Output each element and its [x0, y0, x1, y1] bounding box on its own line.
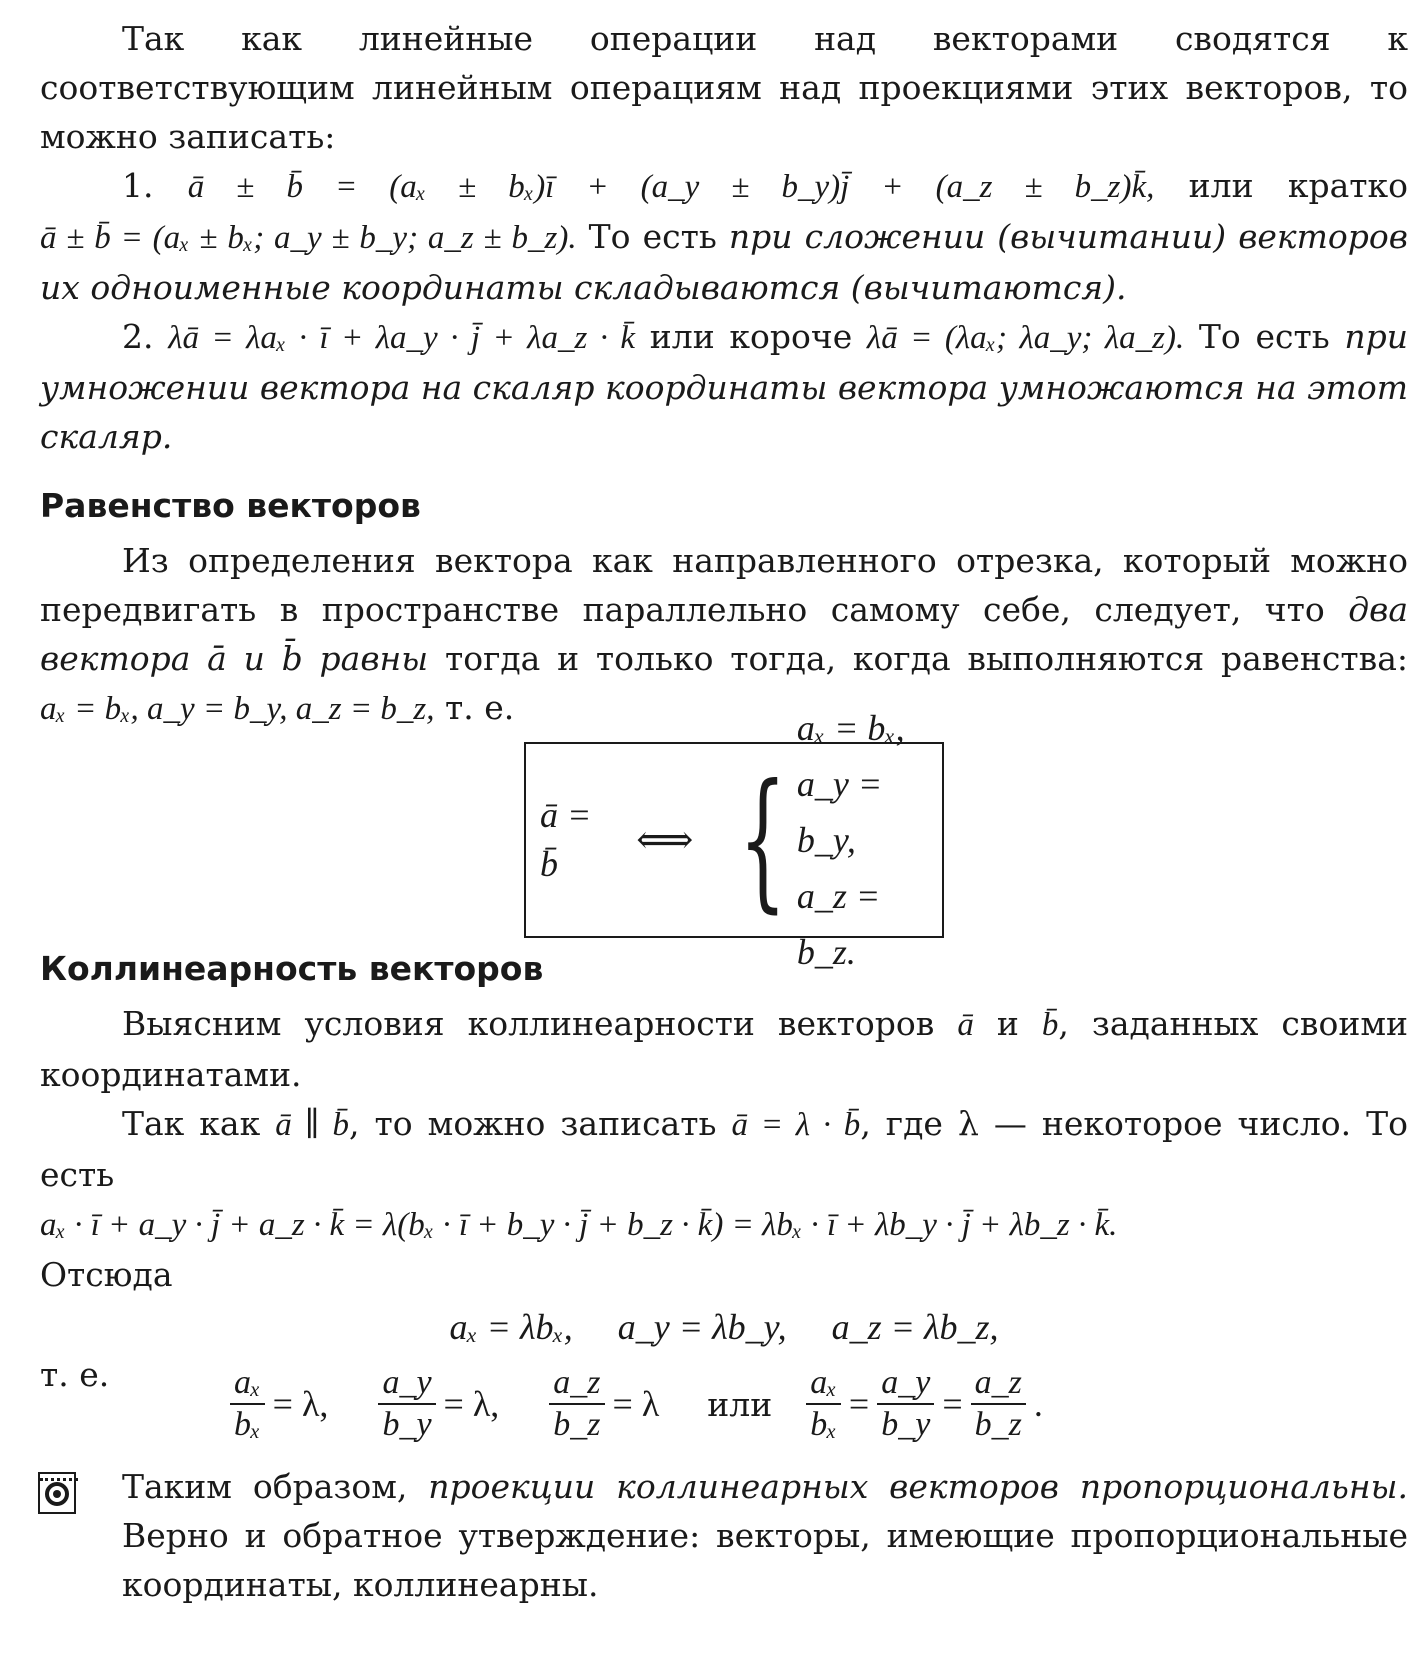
item-2-tail: То есть [1184, 317, 1345, 356]
component-eq-z: a_z = λb_z, [831, 1307, 999, 1347]
fraction-row [40, 1354, 1408, 1454]
note-icon-container [40, 1462, 122, 1609]
item-1-number: 1. [122, 166, 154, 205]
item-2-formula-short: λā = (λaₓ; λa_y; λa_z). [866, 320, 1185, 356]
hence-line: Отсюда [40, 1255, 173, 1294]
fraction-x-num: aₓ [230, 1363, 265, 1405]
collinear-paragraph-2 [40, 1099, 1408, 1199]
proportion-x-num: aₓ [806, 1363, 841, 1405]
item-2 [40, 312, 1408, 461]
system-eq-y: a_y = b_y, [796, 764, 883, 860]
item-1 [40, 161, 1408, 312]
equality-paragraph [40, 536, 1408, 734]
long-formula-line [40, 1199, 1408, 1250]
target-notebook-icon [38, 1472, 76, 1514]
equivalence-arrow-icon: ⟺ [636, 816, 694, 863]
or-word: или [707, 1384, 773, 1424]
box-lhs: ā = b̄ [540, 795, 592, 884]
fraction-z-den: b_z [553, 1406, 601, 1443]
fraction-z-num: a_z [549, 1363, 604, 1405]
collinear-p1-and: и [973, 1004, 1042, 1043]
section-heading-equality: Равенство векторов [40, 486, 421, 525]
proportion-eq-2: = [942, 1383, 963, 1424]
equality-text-italic: два вектора ā и b̄ равны [40, 590, 1408, 678]
proportion-y [877, 1363, 934, 1445]
equality-text-start: Из определения вектора как направленного отрезка, который можно передвигать в пространстве параллельно самому себе, следует, что [40, 541, 1408, 629]
component-equations [40, 1303, 1408, 1352]
note-start: Таким образом, [122, 1467, 429, 1506]
item-1-rule: при сложении (вычитании) векторов их одноименные координаты складываются (вычитаются). [40, 217, 1408, 307]
proportion-z [971, 1363, 1026, 1445]
fraction-z-rhs: = λ [612, 1383, 660, 1424]
item-2-mid: или короче [635, 317, 867, 356]
long-formula: aₓ · ī + a_y · j̄ + a_z · k̄ = λ(bₓ · ī + b_y · j̄ + b_z · k̄) = λbₓ · ī + λb_y · j̄ + λb_z · k̄. [40, 1207, 1118, 1243]
collinear-p1-end: , заданных своими координатами. [40, 1004, 1408, 1094]
curly-brace: { [739, 753, 788, 927]
proportion-y-den: b_y [881, 1406, 931, 1443]
fraction-y-rhs: = λ, [443, 1383, 500, 1424]
note-italic: проекции коллинеарных векторов пропорциональны. [428, 1467, 1408, 1506]
proportion-z-den: b_z [974, 1406, 1022, 1443]
fraction-x [230, 1363, 265, 1445]
system-eq-z: a_z = b_z. [796, 876, 881, 972]
equality-box [524, 708, 944, 972]
fraction-y-num: a_y [378, 1363, 435, 1405]
fraction-x-rhs: = λ, [272, 1383, 329, 1424]
fraction-y-den: b_y [382, 1406, 432, 1443]
item-2-rule: при умножении вектора на скаляр координаты вектора умножаются на этот скаляр. [40, 317, 1409, 456]
proportion-z-num: a_z [971, 1363, 1026, 1405]
item-1-formula-short: ā ± b̄ = (aₓ ± bₓ; a_y ± b_y; a_z ± b_z). [40, 220, 577, 256]
vector-a: ā [957, 1007, 974, 1043]
proportion-y-num: a_y [877, 1363, 934, 1405]
equality-te: т. е. [434, 688, 515, 727]
fraction-y [378, 1363, 435, 1445]
proportion-dot: . [1033, 1383, 1043, 1424]
proportion-eq-1: = [848, 1383, 870, 1424]
collinear-p2-mid: , то можно записать [349, 1104, 732, 1143]
section-heading-collinearity: Коллинеарность векторов [40, 949, 544, 988]
proportion-x [806, 1363, 841, 1445]
conclusion-text [122, 1462, 1408, 1609]
collinear-p2-start: Так как [122, 1104, 276, 1143]
equality-text-end: тогда и только тогда, когда выполняются равенства: [428, 639, 1408, 678]
page [40, 14, 1408, 1609]
fraction-z [549, 1363, 604, 1445]
item-1-tail: То есть [576, 217, 729, 256]
parallel-formula: ā ∥ b̄ [275, 1107, 350, 1143]
collinear-p1-start: Выясним условия коллинеарности векторов [122, 1004, 958, 1043]
intro-paragraph: Так как линейные операции над векторами сводятся к соответствующим линейным операциям над проекциями этих векторов, то можно записать: [40, 19, 1408, 156]
equation-system [797, 700, 942, 980]
fraction-x-den: bₓ [234, 1406, 261, 1443]
system-eq-x: aₓ = bₓ, [796, 708, 905, 748]
equality-conditions: aₓ = bₓ, a_y = b_y, a_z = b_z, [40, 691, 435, 727]
note-end: Верно и обратное утверждение: векторы, имеющие пропорциональные координаты, коллинеарны. [122, 1516, 1408, 1604]
proportion-x-den: bₓ [810, 1406, 837, 1443]
component-eq-x: aₓ = λbₓ, [449, 1307, 573, 1347]
item-2-number: 2. [122, 317, 154, 356]
item-1-mid: или кратко [1154, 166, 1409, 205]
collinear-paragraph-1 [40, 999, 1408, 1099]
lambda-formula: ā = λ · b̄ [731, 1107, 861, 1143]
fraction-te: т. е. [40, 1355, 110, 1394]
item-1-formula: ā ± b̄ = (aₓ ± bₓ)ī + (a_y ± b_y)j̄ + (a_z ± b_z)k̄, [187, 169, 1155, 205]
vector-b: b̄ [1041, 1007, 1059, 1043]
component-eq-y: a_y = λb_y, [617, 1307, 787, 1347]
collinear-p2-end: , где λ — некоторое число. То есть [40, 1104, 1409, 1194]
conclusion-note [40, 1462, 1408, 1609]
item-2-formula: λā = λaₓ · ī + λa_y · j̄ + λa_z · k̄ [168, 320, 636, 356]
